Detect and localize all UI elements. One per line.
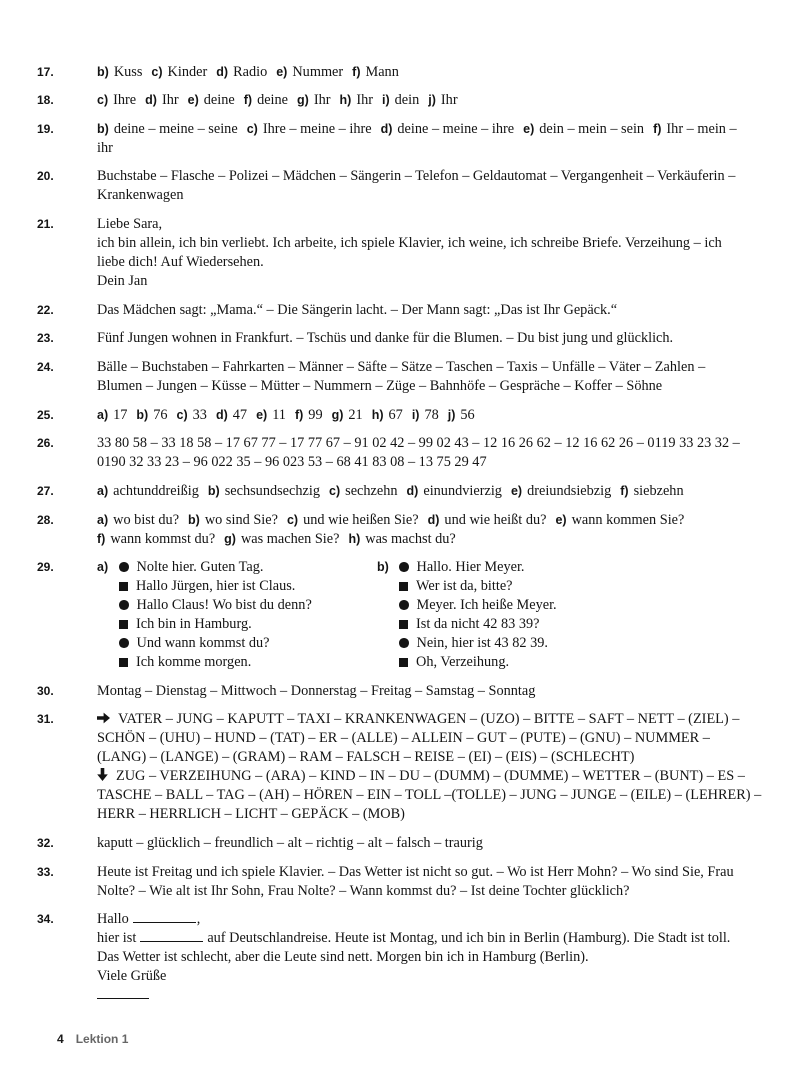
answer-text: Ihre [113,92,137,109]
answer-line [97,967,730,986]
answer-text: hier ist [97,930,137,947]
sub-answer-label: g) [331,407,344,422]
answer-text: , [196,911,201,928]
dialogue-line [399,558,657,577]
sub-answer-label: d) [380,121,393,136]
answer-item [0,329,811,348]
dialogue-text: Hallo Jürgen, hier ist Claus. [136,578,296,595]
answer-body [97,511,684,549]
answer-line [97,406,475,425]
answer-line [97,986,730,1005]
dialogue-text: Wer ist da, bitte? [416,578,513,595]
sub-answer-label: e) [510,483,523,498]
sub-answer-label: b) [136,407,149,422]
sub-answer-label: c) [151,64,163,79]
square-bullet-icon [399,620,408,629]
answer-line [97,434,740,453]
sub-answer-label: d) [427,512,440,527]
sub-answer-label: g) [224,531,236,546]
answer-body [97,482,684,501]
item-number: 17. [37,64,54,79]
answer-body [97,167,735,205]
sub-answer-label: a) [97,407,109,422]
answer-line [97,786,761,805]
answer-list [0,63,811,1016]
sub-answer-label: h) [348,531,361,546]
sub-answer-label: b) [188,512,200,527]
answer-line [97,186,735,205]
answer-item [0,863,811,901]
answer-item [0,358,811,396]
answer-body [97,215,722,291]
sub-answer-label: g) [297,93,309,108]
dialogue-line [119,653,377,672]
answer-text: 78 [424,406,439,423]
answer-text: kaputt – glücklich – freundlich – alt – richtig – alt – falsch – traurig [97,835,483,852]
answer-item [0,710,811,824]
dialogue-text: Meyer. Ich heiße Meyer. [416,597,557,614]
dialogue-line [119,558,377,577]
item-number: 28. [37,512,54,527]
answer-body [97,434,740,472]
answer-text: ihr [97,139,113,156]
answer-text: einundvierzig [423,482,502,499]
answer-text: wo bist du? [113,511,180,528]
answer-line [97,729,761,748]
sub-answer-label: a) [97,483,109,498]
answer-text: deine – meine – ihre [397,120,515,137]
sub-answer-label: f) [352,64,361,79]
answer-line [97,834,483,853]
answer-item [0,834,811,853]
answer-text: sechsundsechzig [224,482,320,499]
answer-line [97,301,617,320]
answer-line [97,167,735,186]
answer-line [97,139,737,158]
answer-text: HERR – HERRLICH – LICHT – GEPÄCK – (MOB) [97,806,405,823]
sub-answer-label: j) [447,407,456,422]
circle-bullet-icon [399,562,409,572]
item-number: 21. [37,217,54,232]
answer-text: wann kommen Sie? [571,511,685,528]
answer-line [97,511,684,530]
answer-line [97,358,705,377]
item-number: 30. [37,683,54,698]
dialogue-line [399,634,657,653]
answer-text: dein [394,92,420,109]
answer-text: Liebe Sara, [97,216,163,233]
answer-line [97,253,722,272]
circle-bullet-icon [119,600,129,610]
dialogue-line [119,577,377,596]
sub-answer-label: c) [286,512,299,527]
dialogue-text: Und wann kommst du? [136,635,270,652]
answer-text: Das Wetter ist schlecht, aber die Leute sind nett. Morgen bin ich in Hamburg (Berlin). [97,949,589,966]
answer-text: Viele Grüße [97,968,167,985]
item-number: 27. [37,483,54,498]
answer-line [97,882,734,901]
answer-item [0,511,811,549]
answer-body [97,834,483,853]
answer-text: Nolte? – Wie alt ist Ihr Sohn, Frau Nolte? – Wann kommst du? – Ist deine Tochter glücklich? [97,882,630,899]
item-number: 24. [37,359,54,374]
page-footer [57,1032,128,1046]
answer-item [0,91,811,110]
answer-item [0,682,811,701]
answer-text: Ihr [440,92,458,109]
answer-line [97,710,761,729]
sub-answer-label: h) [371,407,384,422]
item-number: 25. [37,407,54,422]
sub-answer-label: h) [339,93,352,108]
answer-line [97,120,737,139]
answer-text: SCHÖN – (UHU) – HUND – (TAT) – ER – (ALLE) – ALLEIN – GUT – (PUTE) – (GNU) – NUMMER – [97,730,710,747]
answer-text: Radio [233,63,268,80]
answer-text: Buchstabe – Flasche – Polizei – Mädchen – Sängerin – Telefon – Geldautomat – Vergangenheit – Verkäuferin – [97,168,736,185]
circle-bullet-icon [119,638,129,648]
square-bullet-icon [119,658,128,667]
item-number: 29. [37,560,54,575]
answer-line [97,682,535,701]
answer-text: Ihr – mein – [666,120,737,137]
answer-body [97,358,705,396]
answer-body [97,329,673,348]
fill-in-blank [140,931,203,942]
dialogue-line [399,577,657,596]
answer-text: Blumen – Jungen – Küsse – Mütter – Nummern – Züge – Bahnhöfe – Gespräche – Koffer – Söhne [97,377,663,394]
answer-text: 76 [153,406,168,423]
sub-answer-label: c) [246,121,258,136]
dialogue-text: Ist da nicht 42 83 39? [416,616,540,633]
answer-text: 56 [460,406,475,423]
dialogue-text: Hallo Claus! Wo bist du denn? [136,597,312,614]
item-number: 18. [37,93,54,108]
answer-line [97,63,399,82]
item-number: 20. [37,169,54,184]
sub-answer-label: d) [406,483,419,498]
answer-text: Dein Jan [97,273,148,290]
answer-text: 0190 32 33 23 – 96 022 35 – 96 023 53 – 68 41 83 08 – 13 75 29 47 [97,454,487,471]
fill-in-blank [133,912,196,923]
answer-text: 17 [113,406,128,423]
answer-item [0,301,811,320]
answer-text: Bälle – Buchstaben – Fahrkarten – Männer – Säfte – Sätze – Taschen – Taxis – Unfälle – Väter – Zahlen – [97,358,706,375]
sub-answer-label: e) [256,407,268,422]
answer-text: und wie heißt du? [444,511,547,528]
sub-answer-label: f) [653,121,662,136]
answer-text: (LANG) – (LANGE) – (GRAM) – RAM – FALSCH – REISE – (EI) – (EIS) – (SCHLECHT) [97,749,635,766]
page-number: 4 [57,1032,64,1046]
answer-line [97,377,705,396]
answer-text: Fünf Jungen wohnen in Frankfurt. – Tschüs und danke für die Blumen. – Du bist jung und glücklich. [97,330,674,347]
answer-text: 33 80 58 – 33 18 58 – 17 67 77 – 17 77 67 – 91 02 42 – 99 02 43 – 12 16 26 62 – 12 16 62 26 – 0119 33 23 32 – [97,435,740,452]
answer-item [0,167,811,205]
answer-text: deine [203,92,235,109]
fill-in-blank [97,988,149,999]
sub-answer-label: c) [97,93,109,108]
item-number: 19. [37,121,54,136]
answer-line [97,948,730,967]
sub-answer-label: f) [97,531,106,546]
answer-text: Montag – Dienstag – Mittwoch – Donnerstag – Freitag – Samstag – Sonntag [97,682,536,699]
answer-text: wo sind Sie? [204,511,278,528]
answer-text: 21 [348,406,363,423]
answer-item [0,63,811,82]
answer-line [97,272,722,291]
answer-item [0,434,811,472]
square-bullet-icon [399,582,408,591]
sub-answer-label: e) [523,121,535,136]
dialogue-line [119,634,377,653]
answer-line [97,329,673,348]
answer-text: Krankenwagen [97,187,184,204]
answer-text: VATER – JUNG – KAPUTT – TAXI – KRANKENWAGEN – (UZO) – BITTE – SAFT – NETT – (ZIEL) – [118,711,740,728]
chapter-label: Lektion 1 [75,1032,129,1046]
answer-text: Mann [365,63,399,80]
sub-answer-label: f) [294,407,304,422]
sub-answer-label: i) [411,407,420,422]
dialogue-column [97,558,377,672]
answer-text: liebe dich! Auf Wiedersehen. [97,254,264,271]
answer-body [97,406,475,425]
answer-line [97,748,761,767]
answer-item [0,910,811,1005]
answer-text: dreiundsiebzig [527,482,612,499]
dialogue-columns [97,558,657,672]
sub-answer-label: c) [329,483,341,498]
answer-line [97,453,740,472]
sub-answer-label: e) [187,93,199,108]
item-number: 22. [37,302,54,317]
answer-text: 67 [388,406,403,423]
answer-body [97,558,657,672]
answer-text: was machen Sie? [240,530,340,547]
dialogue-text: Oh, Verzeihung. [416,654,510,671]
answer-line [97,215,722,234]
dialogue-text: Nein, hier ist 43 82 39. [416,635,548,652]
answer-text: auf Deutschlandreise. Heute ist Montag, und ich bin in Berlin (Hamburg). Die Stadt ist toll. [207,930,731,947]
answer-line [97,91,458,110]
answer-text: Nummer [292,63,344,80]
sub-answer-label: i) [382,93,390,108]
sub-answer-label: f) [620,483,629,498]
item-number: 26. [37,436,54,451]
item-number: 32. [37,836,54,851]
item-number: 31. [37,712,54,727]
answer-body [97,91,458,110]
sub-answer-label: d) [215,407,228,422]
dialogue-text: Ich bin in Hamburg. [136,616,252,633]
answer-text: Hallo [97,911,129,928]
answer-body [97,910,730,1005]
dialogue-text: Nolte hier. Guten Tag. [136,559,264,576]
answer-text: ich bin allein, ich bin verliebt. Ich arbeite, ich spiele Klavier, ich weine, ich schreibe Briefe. Verzeihung – ich [97,235,722,252]
sub-answer-label: j) [428,93,436,108]
square-bullet-icon [119,620,128,629]
answer-text: wann kommst du? [110,530,216,547]
item-number: 33. [37,864,54,879]
answer-text: Ihr [161,92,179,109]
sub-answer-label: f) [243,93,253,108]
answer-text: Kinder [167,63,208,80]
answer-line [97,234,722,253]
answer-item [0,120,811,158]
dialogue-label: a) [97,560,109,575]
sub-answer-label: d) [145,93,157,108]
answer-text: TASCHE – BALL – TAG – (AH) – HÖREN – EIN – TOLL –(TOLLE) – JUNG – JUNGE – (EILE) – (LEHRER) – [97,787,762,804]
answer-text: Ihre – meine – ihre [262,120,372,137]
answer-text: was machst du? [365,530,456,547]
dialogue-line [399,615,657,634]
dialogue-line [399,653,657,672]
answer-text: 99 [308,406,323,423]
answer-line [97,863,734,882]
arrow-down-icon [97,768,108,781]
answer-text: und wie heißen Sie? [303,511,419,528]
answer-text: sechzehn [345,482,398,499]
sub-answer-label: b) [97,64,109,79]
square-bullet-icon [399,658,408,667]
dialogue-column [377,558,657,672]
item-number: 23. [37,331,54,346]
sub-answer-label: e) [555,512,567,527]
dialogue-text: Hallo. Hier Meyer. [416,559,525,576]
dialogue-text: Ich komme morgen. [136,654,252,671]
answer-text: deine [257,92,289,109]
dialogue-line [119,596,377,615]
circle-bullet-icon [399,600,409,610]
answer-body [97,710,761,824]
answer-line [97,482,684,501]
answer-item [0,558,811,672]
dialogue-line [119,615,377,634]
answer-body [97,120,737,158]
item-number: 34. [37,912,54,927]
answer-body [97,63,399,82]
answer-text: Das Mädchen sagt: „Mama.“ – Die Sängerin lacht. – Der Mann sagt: „Das ist Ihr Gepäck.“ [97,301,618,318]
square-bullet-icon [119,582,128,591]
answer-line [97,910,730,929]
answer-line [97,530,684,549]
answer-text: siebzehn [633,482,684,499]
dialogue-line [399,596,657,615]
circle-bullet-icon [119,562,129,572]
arrow-right-glyph [97,712,110,724]
answer-line [97,929,730,948]
answer-text: ZUG – VERZEIHUNG – (ARA) – KIND – IN – DU – (DUMM) – (DUMME) – WETTER – (BUNT) – ES – [116,768,745,785]
answer-text: deine – meine – seine [113,120,238,137]
answer-line [97,767,761,786]
answer-text: Ihr [313,92,331,109]
sub-answer-label: a) [97,512,109,527]
sub-answer-label: b) [97,121,109,136]
sub-answer-label: d) [216,64,229,79]
sub-answer-label: b) [207,483,220,498]
answer-text: dein – mein – sein [539,120,645,137]
answer-item [0,215,811,291]
sub-answer-label: c) [176,407,188,422]
arrow-down-glyph [97,768,108,781]
answer-text: Ihr [356,92,373,109]
answer-body [97,863,734,901]
dialogue-label: b) [377,560,389,575]
answer-text: Kuss [113,63,143,80]
answer-text: 47 [232,406,248,423]
sub-answer-label: e) [276,64,288,79]
answer-text: 33 [192,406,207,423]
circle-bullet-icon [399,638,409,648]
answer-text: 11 [272,406,286,423]
answer-body [97,682,535,701]
answer-line [97,805,761,824]
answer-text: Heute ist Freitag und ich spiele Klavier. – Das Wetter ist nicht so gut. – Wo ist Herr Mohn? – Wo sind Sie, Frau [97,863,734,880]
arrow-right-icon [97,712,110,724]
answer-item [0,406,811,425]
answer-text: achtunddreißig [113,482,199,499]
answer-body [97,301,617,320]
answer-item [0,482,811,501]
